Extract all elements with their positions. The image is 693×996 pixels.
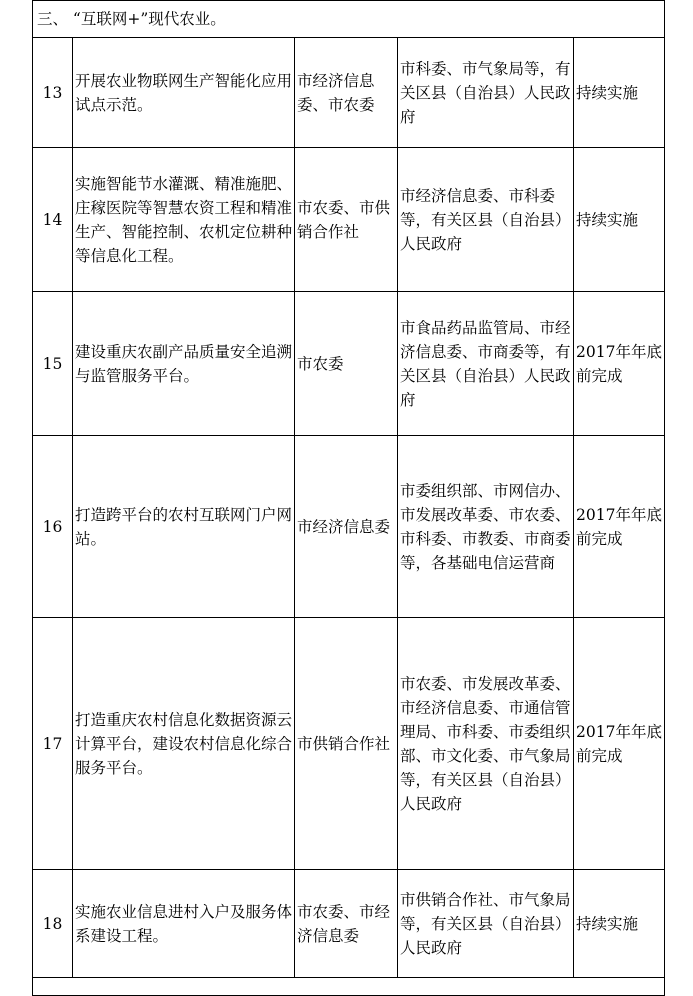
section-title: 三、 “互联网+”现代农业。 [33, 1, 665, 38]
section-header-row [33, 1, 665, 38]
partner-units: 市食品药品监管局、市经济信息委、市商委等，有关区县（自治县）人民政府 [398, 292, 574, 436]
timeline: 2017年年底前完成 [574, 292, 665, 436]
task-description: 实施智能节水灌溉、精准施肥、庄稼医院等智慧农资工程和精准生产、智能控制、农机定位耕种等信息化工程。 [73, 148, 295, 292]
task-table [32, 0, 665, 996]
table-row [33, 148, 665, 292]
partner-units: 市科委、市气象局等，有关区县（自治县）人民政府 [398, 38, 574, 148]
task-description: 开展农业物联网生产智能化应用试点示范。 [73, 38, 295, 148]
task-description: 实施农业信息进村入户及服务体系建设工程。 [73, 870, 295, 978]
row-number: 16 [33, 436, 73, 618]
row-number: 18 [33, 870, 73, 978]
timeline: 2017年年底前完成 [574, 436, 665, 618]
table-row [33, 870, 665, 978]
row-number: 13 [33, 38, 73, 148]
task-description: 打造重庆农村信息化数据资源云计算平台，建设农村信息化综合服务平台。 [73, 618, 295, 870]
timeline: 持续实施 [574, 148, 665, 292]
partner-units: 市供销合作社、市气象局等，有关区县（自治县）人民政府 [398, 870, 574, 978]
row-number: 14 [33, 148, 73, 292]
lead-unit: 市经济信息委 [295, 436, 398, 618]
lead-unit: 市农委、市经济信息委 [295, 870, 398, 978]
row-number: 15 [33, 292, 73, 436]
continuation-row [33, 978, 665, 996]
table-row [33, 38, 665, 148]
task-description: 打造跨平台的农村互联网门户网站。 [73, 436, 295, 618]
lead-unit: 市农委、市供销合作社 [295, 148, 398, 292]
lead-unit: 市供销合作社 [295, 618, 398, 870]
partner-units: 市经济信息委、市科委等，有关区县（自治县）人民政府 [398, 148, 574, 292]
partner-units: 市委组织部、市网信办、市发展改革委、市农委、市科委、市教委、市商委等，各基础电信运营商 [398, 436, 574, 618]
lead-unit: 市经济信息委、市农委 [295, 38, 398, 148]
table-row [33, 436, 665, 618]
partner-units: 市农委、市发展改革委、市经济信息委、市通信管理局、市科委、市委组织部、市文化委、市气象局等，有关区县（自治县）人民政府 [398, 618, 574, 870]
continuation-cell [33, 978, 665, 996]
table-row [33, 292, 665, 436]
timeline: 持续实施 [574, 38, 665, 148]
task-description: 建设重庆农副产品质量安全追溯与监管服务平台。 [73, 292, 295, 436]
timeline: 2017年年底前完成 [574, 618, 665, 870]
table-row [33, 618, 665, 870]
timeline: 持续实施 [574, 870, 665, 978]
lead-unit: 市农委 [295, 292, 398, 436]
row-number: 17 [33, 618, 73, 870]
